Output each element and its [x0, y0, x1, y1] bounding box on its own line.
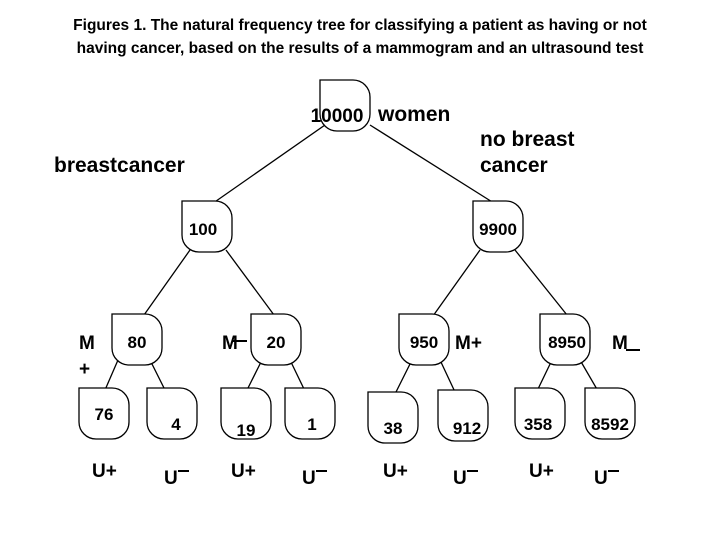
right-branch-label-line-1: no breast [480, 128, 575, 151]
edge-nocancer-mpos [433, 250, 480, 316]
caption-line-2: having cancer, based on the results of a mammogram and an ultrasound test [76, 40, 644, 57]
leaf-node-4 [285, 388, 335, 439]
node-cancer-value: 100 [188, 220, 218, 239]
leaf-6-value: 912 [452, 419, 482, 438]
u-minus-label-1 [164, 468, 189, 489]
edge-nocancer-mneg [515, 250, 567, 315]
m-minus-right-text: M [612, 333, 628, 354]
u-minus-label-4 [594, 468, 619, 489]
u-minus-label-2 [302, 468, 327, 489]
edge-950-912 [440, 360, 455, 392]
node-root-value: 10000 [310, 106, 364, 127]
node-cancer-m-pos [112, 314, 162, 365]
leaf-node-5 [368, 392, 418, 443]
left-branch-label: breastcancer [54, 154, 185, 177]
edge-950-38 [395, 360, 412, 394]
node-cancer-m-pos-value: 80 [127, 333, 147, 352]
u-minus-3-text: U [453, 468, 467, 489]
u-minus-4-text: U [594, 468, 608, 489]
leaf-node-2 [147, 388, 197, 439]
edge-root-nocancer [370, 125, 497, 205]
leaf-node-7 [515, 388, 565, 439]
u-plus-label-4: U+ [529, 461, 554, 482]
edge-80-76 [105, 360, 118, 390]
u-minus-1-text: U [164, 468, 178, 489]
right-branch-label-line-2: cancer [480, 154, 548, 177]
m-plus-label-right: M+ [455, 333, 482, 354]
leaf-8-value: 8592 [591, 415, 629, 434]
m-minus-left-text: M [222, 333, 238, 354]
node-no-cancer-m-neg [540, 314, 590, 365]
node-root [311, 80, 370, 131]
node-cancer-m-neg [251, 314, 301, 365]
leaf-5-value: 38 [383, 419, 403, 438]
node-no-cancer-value: 9900 [479, 220, 517, 239]
leaf-node-8 [585, 388, 635, 439]
m-plus-label-left: M + [79, 333, 95, 380]
u-plus-label-3: U+ [383, 461, 408, 482]
u-minus-2-text: U [302, 468, 316, 489]
leaf-node-3 [221, 388, 271, 440]
edge-8950-358 [538, 360, 552, 389]
u-minus-label-3 [453, 468, 478, 489]
leaf-3-value: 19 [236, 421, 256, 440]
edge-8950-8592 [580, 360, 598, 391]
m-minus-label-left [222, 333, 247, 354]
leaf-4-value: 1 [307, 415, 317, 434]
node-no-cancer-m-pos [399, 314, 449, 365]
edge-root-cancer [209, 125, 325, 206]
node-no-cancer-m-neg-value: 8950 [548, 333, 586, 352]
edge-20-19 [246, 360, 262, 392]
caption-line-1: Figures 1. The natural frequency tree for classifying a patient as having or not [73, 17, 647, 34]
edge-cancer-mpos [144, 250, 190, 315]
leaf-7-value: 358 [523, 415, 553, 434]
u-plus-label-1: U+ [92, 461, 117, 482]
node-no-cancer-m-pos-value: 950 [409, 333, 439, 352]
leaf-1-value: 76 [94, 405, 114, 424]
m-minus-label-right [612, 333, 640, 354]
leaf-2-value: 4 [171, 415, 181, 434]
leaf-node-1 [79, 388, 129, 439]
edge-cancer-mneg [226, 250, 274, 315]
edge-80-4 [150, 360, 166, 392]
root-suffix-label: women [378, 103, 451, 126]
node-no-cancer [473, 201, 523, 252]
u-plus-label-2: U+ [231, 461, 256, 482]
node-cancer-m-neg-value: 20 [266, 333, 286, 352]
node-cancer [182, 201, 232, 252]
leaf-node-6 [438, 390, 488, 441]
edge-20-1 [290, 360, 304, 389]
